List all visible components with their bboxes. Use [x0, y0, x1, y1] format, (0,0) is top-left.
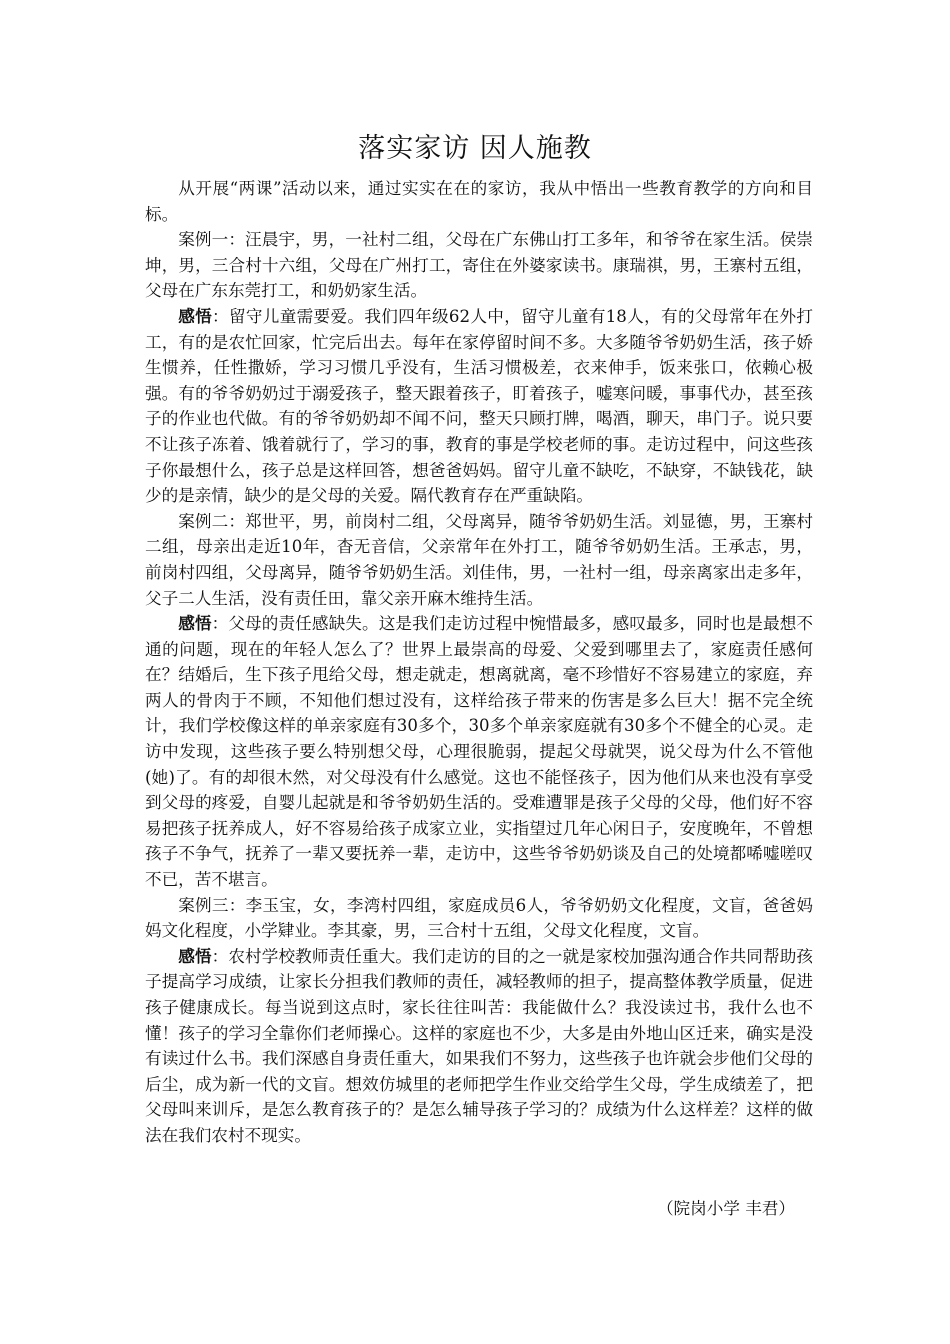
reflection-label: 感悟: [178, 305, 213, 326]
reflection-label: 感悟: [178, 945, 212, 966]
paragraph-reflection-one: [145, 304, 813, 509]
paragraph-case-one: [145, 227, 813, 304]
reflection-label: 感悟: [178, 613, 212, 634]
paragraph-text: 案例三：李玉宝，女，李湾村四组，家庭成员6人，爷爷奶奶文化程度，文盲，爸爸妈妈文化程度，小学肄业。李其豪，男，三合村十五组，父母文化程度，文盲。: [145, 895, 813, 941]
document-body: [145, 176, 813, 1149]
paragraph-text: 案例二：郑世平，男，前岗村二组，父母离异，随爷爷奶奶生活。刘显德，男，王寨村二组，母亲出走近10年，杳无音信，父亲常年在外打工，随爷爷奶奶生活。王承志，男，前岗村四组，父母离异，随爷爷奶奶生活。刘佳伟，男，一社村一组，母亲离家出走多年，父子二人生活，没有责任田，靠父亲开麻木维持生活。: [145, 511, 813, 608]
paragraph-text: ：父母的责任感缺失。这是我们走访过程中惋惜最多，感叹最多，同时也是最想不通的问题，现在的年轻人怎么了？世界上最崇高的母爱、父爱到哪里去了，家庭责任感何在？结婚后，生下孩子甩给父母，想走就走，想离就离，毫不珍惜好不容易建立的家庭，弃两人的骨肉于不顾，不知他们想过没有，这样给孩子带来的伤害是多么巨大！据不完全统计，我们学校像这样的单亲家庭有30多个，30多个单亲家庭就有30多个不健全的心灵。走访中发现，这些孩子要么特别想父母，心理很脆弱，提起父母就哭，说父母为什么不管他(她)了。有的却很木然，对父母没有什么感觉。这也不能怪孩子，因为他们从来也没有享受到父母的疼爱，自婴儿起就是和爷爷奶奶生活的。受难遭罪是孩子父母的父母，他们好不容易把孩子抚养成人，好不容易给孩子成家立业，实指望过几年心闲日子，安度晚年，不曾想孩子不争气，抚养了一辈又要抚养一辈，走访中，这些爷爷奶奶谈及自己的处境都唏嘘嗟叹不已，苦不堪言。: [145, 614, 814, 890]
paragraph-text: 从开展“两课”活动以来，通过实实在在的家访，我从中悟出一些教育教学的方向和目标。: [145, 179, 813, 224]
paragraph-reflection-two: [145, 611, 813, 893]
paragraph-reflection-three: [145, 944, 813, 1149]
document-title: 落实家访 因人施教: [358, 133, 592, 164]
paragraph-text: 案例一：汪晨宇，男，一社村二组，父母在广东佛山打工多年，和爷爷在家生活。侯崇坤，男，三合村十六组，父母在广州打工，寄住在外婆家读书。康瑞祺，男，王寨村五组，父母在广东东莞打工，和奶奶家生活。: [145, 230, 813, 301]
paragraph-text: ：留守儿童需要爱。我们四年级62人中，留守儿童有18人，有的父母常年在外打工，有的是农忙回家，忙完后出去。每年在家停留时间不多。大多随爷爷奶奶生活，孩子娇生惯养，任性撒娇，学习习惯几乎没有，生活习惯极差，衣来伸手，饭来张口，依赖心极强。有的爷爷奶奶过于溺爱孩子，整天跟着孩子，盯着孩子，嘘寒问暖，事事代办，甚至孩子的作业也代做。有的爷爷奶奶却不闻不问，整天只顾打牌，喝酒，聊天，串门子。说只要不让孩子冻着、饿着就行了，学习的事，教育的事是学校老师的事。走访过程中，问这些孩子你最想什么，孩子总是这样回答，想爸爸妈妈。留守儿童不缺吃，不缺穿，不缺钱花，缺少的是亲情，缺少的是父母的关爱。隔代教育存在严重缺陷。: [145, 306, 813, 506]
paragraph-case-three: [145, 893, 813, 944]
author-signature: （院岗小学 丰君）: [656, 1199, 795, 1218]
paragraph-intro: [145, 176, 813, 227]
paragraph-case-two: [145, 509, 813, 611]
paragraph-text: ：农村学校教师责任重大。我们走访的目的之一就是家校加强沟通合作共同帮助孩子提高学习成绩，让家长分担我们教师的责任，减轻教师的担子，提高整体教学质量，促进孩子健康成长。每当说到这点时，家长往往叫苦：我能做什么？我没读过书，我什么也不懂！孩子的学习全靠你们老师操心。这样的家庭也不少，大多是由外地山区迁来，确实是没有读过什么书。我们深感自身责任重大，如果我们不努力，这些孩子也许就会步他们父母的后尘，成为新一代的文盲。想效仿城里的老师把学生作业交给学生父母，学生成绩差了，把父母叫来训斥，是怎么教育孩子的？是怎么辅导孩子学习的？成绩为什么这样差？这样的做法在我们农村不现实。: [145, 946, 814, 1145]
